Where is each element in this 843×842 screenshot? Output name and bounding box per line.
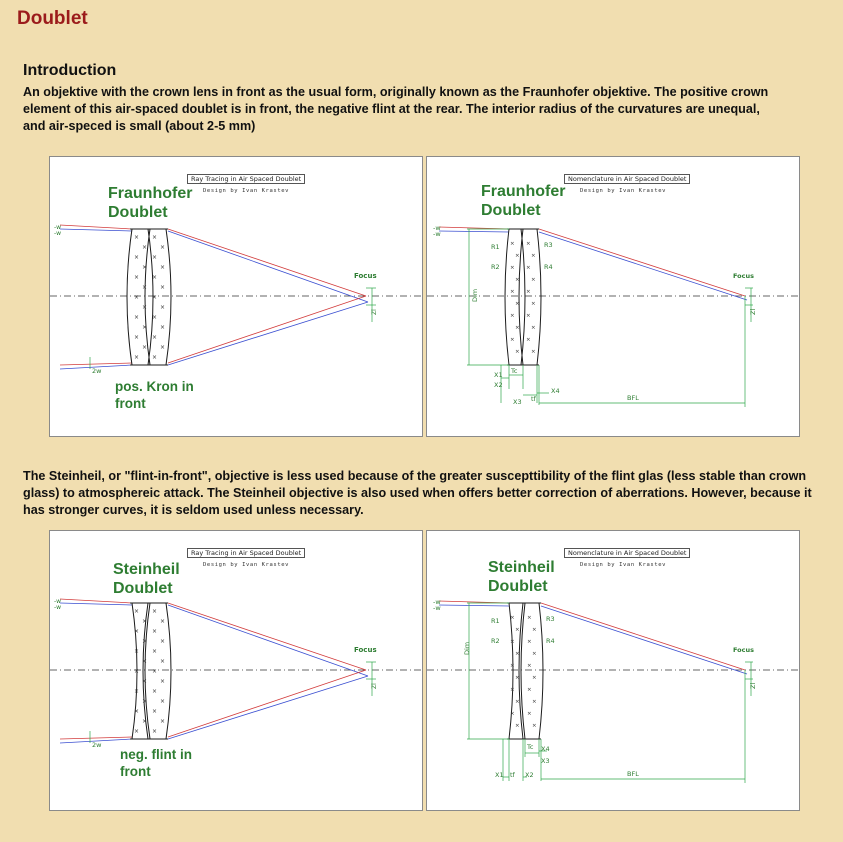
svg-text:×: ×	[142, 678, 148, 685]
panel-title: Ray Tracing in Air Spaced Doublet	[187, 174, 305, 184]
two-w-label: 2w	[92, 367, 102, 375]
steinheil-nomenclature-svg	[427, 531, 799, 810]
panel-title: Ray Tracing in Air Spaced Doublet	[187, 548, 305, 558]
svg-text:×: ×	[515, 301, 520, 307]
svg-text:×: ×	[160, 304, 166, 311]
page-title: Doublet	[17, 8, 88, 29]
svg-text:×: ×	[515, 277, 520, 283]
lens-elements	[505, 229, 541, 365]
svg-text:×: ×	[134, 274, 140, 281]
svg-text:×: ×	[152, 688, 158, 695]
svg-text:×: ×	[527, 615, 532, 621]
lens-elements	[507, 603, 543, 739]
svg-text:×: ×	[142, 618, 148, 625]
r2-label: R2	[491, 263, 500, 271]
svg-text:×: ×	[526, 265, 531, 271]
svg-text:×: ×	[510, 711, 515, 717]
dim-label: Dim	[463, 641, 471, 655]
doublet-caption: neg. flint in front	[120, 747, 192, 779]
w-label-bottom: -w	[54, 604, 62, 611]
svg-text:×: ×	[152, 274, 158, 281]
svg-text:×: ×	[532, 675, 537, 681]
svg-text:×: ×	[531, 253, 536, 259]
svg-text:×: ×	[160, 698, 166, 705]
w-label-bottom: -w	[433, 230, 441, 238]
panel-credit: Design by Ivan Krastev	[203, 562, 290, 568]
svg-text:×: ×	[152, 354, 158, 361]
svg-text:×: ×	[527, 711, 532, 717]
svg-text:×: ×	[515, 699, 520, 705]
svg-text:×: ×	[510, 639, 515, 645]
lens-glass-hatch	[134, 234, 165, 361]
steinheil-ray-diagram	[49, 530, 423, 811]
dim-label: Dim	[471, 288, 479, 302]
focus-label: Focus	[354, 272, 377, 280]
doublet-name: Steinheil Doublet	[113, 561, 180, 597]
svg-text:×: ×	[160, 718, 166, 725]
parallel-rays	[439, 227, 509, 232]
svg-text:×: ×	[515, 723, 520, 729]
svg-text:×: ×	[527, 687, 532, 693]
svg-text:×: ×	[515, 349, 520, 355]
svg-text:×: ×	[510, 289, 515, 295]
svg-text:×: ×	[134, 234, 140, 241]
svg-text:×: ×	[160, 344, 166, 351]
svg-text:×: ×	[142, 304, 148, 311]
two-w-label: 2w	[92, 741, 102, 749]
doublet-name: Fraunhofer Doublet	[108, 185, 193, 221]
svg-text:×: ×	[160, 284, 166, 291]
svg-text:×: ×	[152, 668, 158, 675]
tf-label: tf	[531, 395, 536, 403]
x2-label: X2	[494, 381, 503, 389]
svg-text:×: ×	[152, 608, 158, 615]
x2-label: X2	[525, 771, 534, 779]
steinheil-nomenclature-diagram	[426, 530, 800, 811]
w-label-top: -w	[433, 598, 441, 606]
doublet-name: Fraunhofer Doublet	[481, 183, 566, 219]
converging-rays	[168, 229, 368, 365]
svg-text:×: ×	[510, 663, 515, 669]
svg-text:×: ×	[152, 708, 158, 715]
focus-label: Focus	[733, 646, 754, 654]
svg-text:×: ×	[152, 628, 158, 635]
w-label-top: -w	[433, 224, 441, 232]
w-label-top: -w	[54, 224, 62, 231]
zl-label: Zl	[749, 308, 757, 315]
fraunhofer-ray-svg	[50, 157, 422, 436]
x1-label: X1	[495, 771, 504, 779]
x3-label: X3	[541, 757, 550, 765]
svg-text:×: ×	[152, 294, 158, 301]
w-label-bottom: -w	[433, 604, 441, 612]
r1-label: R1	[491, 243, 500, 251]
svg-text:×: ×	[510, 615, 515, 621]
svg-text:×: ×	[134, 314, 140, 321]
r4-label: R4	[546, 637, 555, 645]
fraunhofer-ray-diagram	[49, 156, 423, 437]
svg-text:×: ×	[142, 324, 148, 331]
focus-label: Focus	[733, 272, 754, 280]
svg-text:×: ×	[532, 723, 537, 729]
fraunhofer-nomenclature-diagram	[426, 156, 800, 437]
svg-text:×: ×	[134, 608, 140, 615]
svg-text:×: ×	[515, 253, 520, 259]
svg-text:×: ×	[134, 728, 140, 735]
panel-title: Nomenclature in Air Spaced Doublet	[564, 174, 690, 184]
bfl-label: BFL	[627, 770, 639, 778]
svg-text:×: ×	[515, 675, 520, 681]
r4-label: R4	[544, 263, 553, 271]
lens-glass-hatch	[510, 615, 537, 729]
svg-text:×: ×	[531, 349, 536, 355]
svg-text:×: ×	[134, 688, 140, 695]
panel-title: Nomenclature in Air Spaced Doublet	[564, 548, 690, 558]
svg-text:×: ×	[142, 344, 148, 351]
svg-text:×: ×	[510, 313, 515, 319]
svg-text:×: ×	[160, 244, 166, 251]
focus-label: Focus	[354, 646, 377, 654]
x1-label: X1	[494, 371, 503, 379]
bfl-label: BFL	[627, 394, 639, 402]
svg-text:×: ×	[160, 658, 166, 665]
converging-rays	[168, 603, 368, 739]
tf-label: tf	[510, 771, 515, 779]
focus-marker	[90, 288, 376, 369]
zl-label: Zl	[371, 309, 378, 315]
x4-label: X4	[541, 745, 550, 753]
svg-text:×: ×	[526, 241, 531, 247]
svg-text:×: ×	[134, 648, 140, 655]
tc-label: Tc	[511, 367, 518, 375]
svg-text:×: ×	[510, 687, 515, 693]
svg-text:×: ×	[160, 324, 166, 331]
svg-text:×: ×	[515, 627, 520, 633]
svg-text:×: ×	[134, 628, 140, 635]
svg-text:×: ×	[134, 294, 140, 301]
r1-label: R1	[491, 617, 500, 625]
svg-text:×: ×	[152, 314, 158, 321]
svg-text:×: ×	[160, 638, 166, 645]
converging-rays	[539, 229, 747, 300]
x4-label: X4	[551, 387, 560, 395]
svg-text:×: ×	[527, 639, 532, 645]
svg-text:×: ×	[532, 651, 537, 657]
svg-text:×: ×	[531, 277, 536, 283]
svg-text:×: ×	[142, 284, 148, 291]
svg-text:×: ×	[142, 698, 148, 705]
doublet-caption: pos. Kron in front	[115, 379, 194, 411]
tc-label: Tc	[527, 743, 534, 751]
svg-text:×: ×	[532, 627, 537, 633]
svg-text:×: ×	[134, 254, 140, 261]
svg-text:×: ×	[152, 728, 158, 735]
parallel-rays	[60, 225, 132, 369]
zl-label: Zl	[371, 683, 378, 689]
parallel-rays	[60, 599, 132, 743]
svg-text:×: ×	[134, 668, 140, 675]
svg-text:×: ×	[526, 337, 531, 343]
svg-text:×: ×	[142, 244, 148, 251]
svg-text:×: ×	[160, 678, 166, 685]
svg-text:×: ×	[515, 651, 520, 657]
panel-credit: Design by Ivan Krastev	[580, 562, 667, 568]
w-label-bottom: -w	[54, 230, 62, 237]
svg-text:×: ×	[526, 313, 531, 319]
svg-text:×: ×	[531, 325, 536, 331]
panel-credit: Design by Ivan Krastev	[203, 188, 290, 194]
x3-label: X3	[513, 398, 522, 406]
svg-text:×: ×	[510, 265, 515, 271]
svg-text:×: ×	[160, 264, 166, 271]
svg-text:×: ×	[134, 334, 140, 341]
w-label-top: -w	[54, 598, 62, 605]
zl-label: Zl	[749, 682, 757, 689]
svg-text:×: ×	[152, 648, 158, 655]
svg-text:×: ×	[526, 289, 531, 295]
intro-paragraph: An objektive with the crown lens in front as the usual form, originally known as the Fraunhofer objektive. The positive crown element of this air-spaced doublet is in front, the negative flint at the rear. The interior radius of the curvatures are unequal, and air-speced is small (about 2-5 mm)	[23, 85, 769, 133]
svg-text:×: ×	[510, 241, 515, 247]
svg-text:×: ×	[152, 334, 158, 341]
lens-glass-hatch	[510, 241, 536, 355]
lens-glass-hatch	[134, 608, 165, 735]
intro-heading: Introduction	[23, 62, 117, 79]
steinheil-ray-svg	[50, 531, 422, 810]
svg-text:×: ×	[142, 718, 148, 725]
parallel-rays	[439, 601, 509, 606]
converging-rays	[541, 603, 747, 674]
svg-text:×: ×	[134, 354, 140, 361]
dimension-lines	[467, 603, 753, 783]
svg-text:×: ×	[532, 699, 537, 705]
svg-text:×: ×	[515, 325, 520, 331]
svg-text:×: ×	[134, 708, 140, 715]
r2-label: R2	[491, 637, 500, 645]
doublet-name: Steinheil Doublet	[488, 559, 555, 595]
svg-text:×: ×	[160, 618, 166, 625]
svg-text:×: ×	[142, 658, 148, 665]
svg-text:×: ×	[142, 638, 148, 645]
svg-text:×: ×	[510, 337, 515, 343]
svg-text:×: ×	[152, 254, 158, 261]
svg-text:×: ×	[152, 234, 158, 241]
steinheil-paragraph: The Steinheil, or "flint-in-front", objective is less used because of the greater suscepttibility of the flint glas (less stable than crown glass) to atmosphereic attack. The Steinheil objective is also used when offers better correction of aberrations. However, because it has stronger curves, it is seldom used unless necessary.	[23, 469, 812, 517]
r3-label: R3	[546, 615, 555, 623]
r3-label: R3	[544, 241, 553, 249]
svg-text:×: ×	[142, 264, 148, 271]
svg-text:×: ×	[531, 301, 536, 307]
svg-text:×: ×	[527, 663, 532, 669]
panel-credit: Design by Ivan Krastev	[580, 188, 667, 194]
